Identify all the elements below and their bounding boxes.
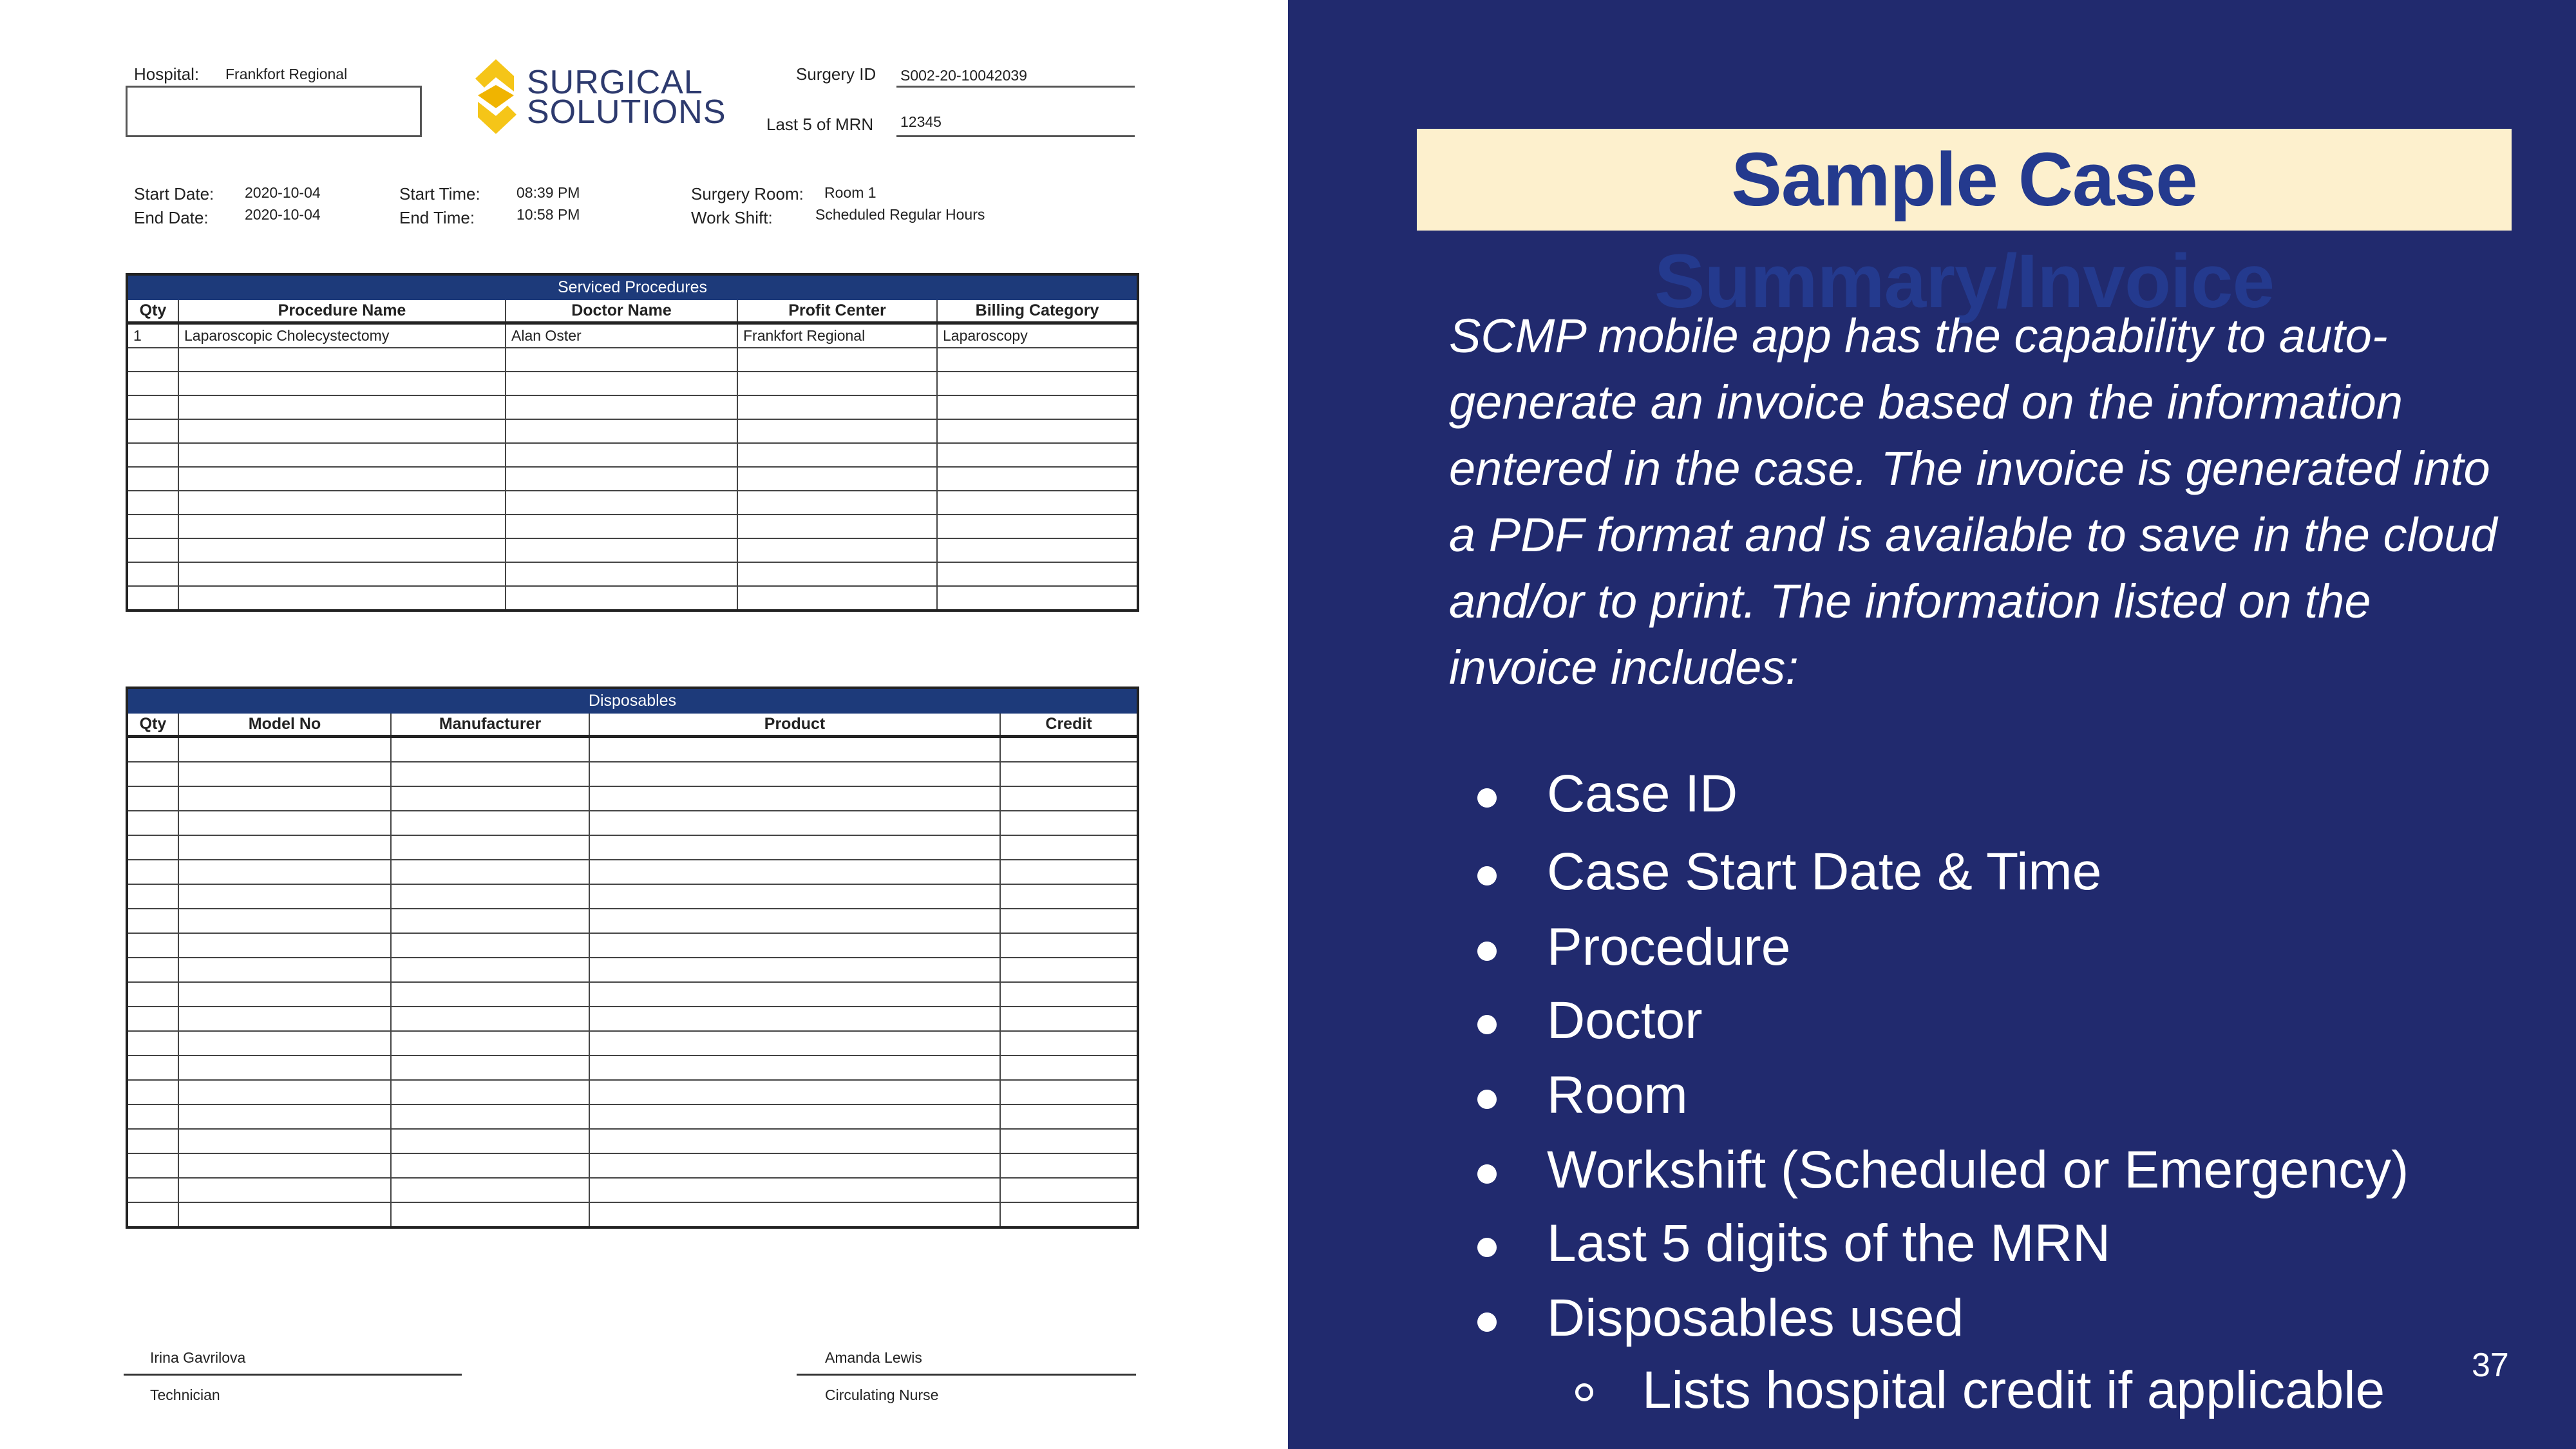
- column-header: Manufacturer: [391, 713, 589, 737]
- mrn-label: Last 5 of MRN: [766, 115, 874, 134]
- table-cell: [1000, 884, 1138, 909]
- table-cell: [589, 737, 1000, 762]
- sub-list-item: Lists hospital credit if applicable: [1642, 1361, 2385, 1419]
- table-cell: [1000, 786, 1138, 811]
- table-cell: [506, 419, 737, 443]
- table-cell: [937, 538, 1138, 562]
- table-cell: [589, 1031, 1000, 1056]
- table-cell: [178, 933, 391, 958]
- table-cell: [127, 419, 178, 443]
- table-cell: [1000, 1104, 1138, 1129]
- table-row: [127, 1202, 1138, 1227]
- table-cell: [127, 884, 178, 909]
- table-cell: [391, 1031, 589, 1056]
- bullet-dot-icon: [1477, 866, 1497, 886]
- table-cell: [391, 982, 589, 1007]
- table-cell: [1000, 909, 1138, 933]
- table-cell: [1000, 762, 1138, 786]
- table-cell: [937, 395, 1138, 419]
- table-cell: [178, 467, 506, 491]
- table-cell: [127, 372, 178, 395]
- table-cell: [127, 737, 178, 762]
- table-cell: [178, 562, 506, 586]
- bullet-dot-icon: [1477, 942, 1497, 961]
- list-item: Case Start Date & Time: [1547, 842, 2102, 901]
- table-cell: [178, 909, 391, 933]
- table-cell: [127, 1007, 178, 1031]
- bullet-dot-icon: [1477, 1238, 1497, 1257]
- table-cell: [737, 491, 937, 515]
- table-cell: [1000, 737, 1138, 762]
- table-cell: [1000, 1202, 1138, 1227]
- table-cell: [1000, 860, 1138, 884]
- disposables-caption: Disposables: [127, 688, 1138, 713]
- serviced-procedures-table: [126, 273, 1139, 612]
- table-cell: [178, 1007, 391, 1031]
- table-cell: [127, 538, 178, 562]
- table-cell: [178, 395, 506, 419]
- table-row: [127, 372, 1138, 395]
- table-cell: Frankfort Regional: [737, 323, 937, 348]
- table-cell: [589, 1153, 1000, 1178]
- table-cell: [589, 1202, 1000, 1227]
- table-cell: [127, 933, 178, 958]
- table-cell: [391, 737, 589, 762]
- work-shift-value: Scheduled Regular Hours: [815, 206, 985, 223]
- table-cell: [178, 538, 506, 562]
- table-row: [127, 1056, 1138, 1080]
- table-cell: [589, 958, 1000, 982]
- hospital-value: Frankfort Regional: [225, 66, 348, 82]
- nurse-signature-line: [797, 1374, 1136, 1376]
- table-cell: [589, 982, 1000, 1007]
- column-header: Qty: [127, 299, 178, 323]
- table-cell: [127, 1080, 178, 1104]
- end-date-label: End Date:: [134, 208, 209, 227]
- table-row: [127, 909, 1138, 933]
- table-row: [127, 467, 1138, 491]
- table-cell: [178, 1202, 391, 1227]
- table-cell: [178, 884, 391, 909]
- table-row: [127, 762, 1138, 786]
- table-row: [127, 1007, 1138, 1031]
- table-cell: [178, 372, 506, 395]
- disposables-table: [126, 687, 1139, 1229]
- technician-signature-line: [124, 1374, 462, 1376]
- table-row: [127, 737, 1138, 762]
- table-cell: [127, 909, 178, 933]
- table-row: [127, 491, 1138, 515]
- table-row: [127, 395, 1138, 419]
- table-cell: [506, 515, 737, 538]
- table-cell: [127, 467, 178, 491]
- table-cell: [1000, 835, 1138, 860]
- table-cell: [127, 1056, 178, 1080]
- list-item: Last 5 digits of the MRN: [1547, 1214, 2111, 1273]
- table-cell: [506, 348, 737, 372]
- table-cell: [178, 762, 391, 786]
- table-row: [127, 933, 1138, 958]
- table-cell: [178, 835, 391, 860]
- table-cell: [589, 786, 1000, 811]
- table-cell: [391, 1129, 589, 1153]
- table-cell: [391, 860, 589, 884]
- table-cell: [178, 1129, 391, 1153]
- table-cell: [127, 1104, 178, 1129]
- table-cell: [937, 348, 1138, 372]
- table-row: [127, 860, 1138, 884]
- table-cell: [178, 1056, 391, 1080]
- table-cell: [391, 1202, 589, 1227]
- table-cell: [589, 1007, 1000, 1031]
- start-date-value: 2020-10-04: [245, 184, 321, 201]
- surgery-id-underline: [896, 86, 1135, 88]
- table-cell: [737, 395, 937, 419]
- bullet-dot-icon: [1477, 1164, 1497, 1184]
- table-cell: [937, 467, 1138, 491]
- table-cell: [589, 884, 1000, 909]
- table-cell: [178, 737, 391, 762]
- table-cell: [178, 419, 506, 443]
- list-item: Disposables used: [1547, 1289, 1964, 1347]
- table-cell: [589, 762, 1000, 786]
- page-number: 37: [2472, 1347, 2509, 1384]
- table-cell: Laparoscopic Cholecystectomy: [178, 323, 506, 348]
- table-cell: [589, 1056, 1000, 1080]
- table-cell: [178, 491, 506, 515]
- hospital-field-box: [126, 86, 422, 137]
- table-cell: [1000, 811, 1138, 835]
- surgery-id-value: S002-20-10042039: [900, 67, 1027, 84]
- table-cell: [391, 933, 589, 958]
- table-cell: [589, 835, 1000, 860]
- table-cell: [589, 1129, 1000, 1153]
- table-cell: [127, 1202, 178, 1227]
- table-cell: [127, 1178, 178, 1202]
- table-cell: [127, 982, 178, 1007]
- list-item: Workshift (Scheduled or Emergency): [1547, 1141, 2409, 1199]
- table-cell: [178, 982, 391, 1007]
- table-cell: [589, 811, 1000, 835]
- serviced-procedures-caption: Serviced Procedures: [127, 274, 1138, 299]
- table-cell: [506, 372, 737, 395]
- mrn-value: 12345: [900, 113, 942, 130]
- table-cell: [178, 1178, 391, 1202]
- table-cell: [589, 933, 1000, 958]
- table-cell: [937, 491, 1138, 515]
- table-cell: [506, 443, 737, 467]
- table-cell: [937, 372, 1138, 395]
- table-row: [127, 1031, 1138, 1056]
- table-cell: [127, 860, 178, 884]
- table-cell: [391, 835, 589, 860]
- end-date-value: 2020-10-04: [245, 206, 321, 223]
- bullet-dot-icon: [1477, 1312, 1497, 1332]
- hospital-label: Hospital:: [134, 64, 200, 84]
- table-cell: [737, 348, 937, 372]
- table-row: [127, 1153, 1138, 1178]
- table-row: [127, 443, 1138, 467]
- table-cell: [127, 786, 178, 811]
- table-cell: [391, 884, 589, 909]
- table-cell: [1000, 1178, 1138, 1202]
- table-cell: [127, 586, 178, 611]
- nurse-name: Amanda Lewis: [825, 1349, 922, 1366]
- table-cell: [391, 909, 589, 933]
- table-cell: [391, 958, 589, 982]
- table-cell: [178, 515, 506, 538]
- table-cell: [127, 395, 178, 419]
- column-header: Qty: [127, 713, 178, 737]
- column-header: Profit Center: [737, 299, 937, 323]
- table-row: [127, 786, 1138, 811]
- table-cell: [737, 419, 937, 443]
- table-cell: [1000, 1031, 1138, 1056]
- table-cell: [178, 1104, 391, 1129]
- table-cell: [737, 562, 937, 586]
- table-cell: [589, 1080, 1000, 1104]
- table-cell: [737, 586, 937, 611]
- table-cell: [737, 443, 937, 467]
- table-cell: [178, 1031, 391, 1056]
- table-cell: [937, 515, 1138, 538]
- table-cell: [1000, 1129, 1138, 1153]
- table-cell: [391, 1056, 589, 1080]
- table-cell: [589, 1178, 1000, 1202]
- table-cell: [1000, 1153, 1138, 1178]
- table-row: [127, 835, 1138, 860]
- table-cell: [391, 1080, 589, 1104]
- table-cell: [127, 835, 178, 860]
- table-cell: [937, 443, 1138, 467]
- table-cell: Laparoscopy: [937, 323, 1138, 348]
- table-cell: [506, 467, 737, 491]
- table-cell: [391, 1153, 589, 1178]
- table-cell: [589, 1104, 1000, 1129]
- table-cell: [1000, 982, 1138, 1007]
- table-cell: [127, 491, 178, 515]
- table-cell: [1000, 958, 1138, 982]
- table-cell: [127, 1129, 178, 1153]
- column-header: Procedure Name: [178, 299, 506, 323]
- technician-name: Irina Gavrilova: [150, 1349, 246, 1366]
- start-time-label: Start Time:: [399, 184, 480, 204]
- table-cell: [127, 762, 178, 786]
- table-cell: [391, 786, 589, 811]
- table-cell: [178, 1080, 391, 1104]
- start-date-label: Start Date:: [134, 184, 214, 204]
- table-row: [127, 1104, 1138, 1129]
- list-item: Case ID: [1547, 764, 1738, 823]
- table-cell: [737, 372, 937, 395]
- logo-text-line1: SURGICAL: [527, 64, 703, 101]
- end-time-label: End Time:: [399, 208, 475, 227]
- table-row: [127, 515, 1138, 538]
- table-cell: [178, 1153, 391, 1178]
- table-cell: [506, 562, 737, 586]
- sub-bullet-circle-icon: [1575, 1383, 1593, 1401]
- table-cell: [127, 515, 178, 538]
- table-cell: [178, 860, 391, 884]
- table-cell: [937, 419, 1138, 443]
- table-cell: [127, 811, 178, 835]
- table-row: [127, 1129, 1138, 1153]
- table-cell: [127, 562, 178, 586]
- surgery-id-label: Surgery ID: [796, 64, 876, 84]
- surgery-room-label: Surgery Room:: [691, 184, 804, 204]
- table-row: [127, 884, 1138, 909]
- table-cell: [178, 443, 506, 467]
- table-cell: [127, 1153, 178, 1178]
- list-item: Doctor: [1547, 991, 1703, 1050]
- logo-text-line2: SOLUTIONS: [527, 93, 726, 131]
- table-cell: [737, 515, 937, 538]
- table-row: [127, 982, 1138, 1007]
- table-cell: [1000, 1056, 1138, 1080]
- table-cell: [506, 538, 737, 562]
- table-cell: [391, 1178, 589, 1202]
- table-row: [127, 538, 1138, 562]
- work-shift-label: Work Shift:: [691, 208, 773, 227]
- table-row: [127, 958, 1138, 982]
- column-header: Doctor Name: [506, 299, 737, 323]
- table-cell: [1000, 1080, 1138, 1104]
- table-cell: [127, 1031, 178, 1056]
- table-row: [127, 419, 1138, 443]
- end-time-value: 10:58 PM: [516, 206, 580, 223]
- column-header: Model No: [178, 713, 391, 737]
- bullet-dot-icon: [1477, 1090, 1497, 1109]
- table-cell: [589, 860, 1000, 884]
- table-cell: Alan Oster: [506, 323, 737, 348]
- surgical-solutions-logo-icon: [475, 59, 516, 134]
- slide-description: SCMP mobile app has the capability to auto-generate an invoice based on the information entered in the case. The invoice is generated into a PDF format and is available to save in the cloud and/or to print. The information listed on the invoice includes:: [1449, 309, 2497, 694]
- table-cell: [178, 811, 391, 835]
- column-header: Billing Category: [937, 299, 1138, 323]
- table-row: [127, 1080, 1138, 1104]
- table-row: [127, 562, 1138, 586]
- table-cell: [589, 909, 1000, 933]
- table-cell: [391, 762, 589, 786]
- list-item: Procedure: [1547, 918, 1791, 976]
- table-cell: [506, 395, 737, 419]
- table-row: [127, 1178, 1138, 1202]
- table-cell: [127, 443, 178, 467]
- table-cell: [127, 958, 178, 982]
- table-cell: [178, 586, 506, 611]
- bullet-dot-icon: [1477, 788, 1497, 808]
- table-cell: [937, 562, 1138, 586]
- table-cell: [178, 786, 391, 811]
- table-cell: [506, 491, 737, 515]
- table-cell: [737, 538, 937, 562]
- table-row: [127, 586, 1138, 611]
- nurse-role: Circulating Nurse: [825, 1387, 939, 1403]
- table-row: [127, 348, 1138, 372]
- technician-role: Technician: [150, 1387, 220, 1403]
- table-cell: [391, 811, 589, 835]
- column-header: Credit: [1000, 713, 1138, 737]
- table-cell: [1000, 1007, 1138, 1031]
- table-cell: [1000, 933, 1138, 958]
- table-cell: [178, 348, 506, 372]
- table-cell: [391, 1007, 589, 1031]
- table-row: [127, 323, 1138, 348]
- table-cell: [391, 1104, 589, 1129]
- mrn-underline: [896, 135, 1135, 137]
- table-cell: [506, 586, 737, 611]
- column-header: Product: [589, 713, 1000, 737]
- table-cell: 1: [127, 323, 178, 348]
- list-item: Room: [1547, 1066, 1688, 1124]
- table-cell: [937, 586, 1138, 611]
- bullet-dot-icon: [1477, 1015, 1497, 1034]
- slide-title: Sample Case Summary/Invoice: [1654, 137, 2275, 324]
- table-cell: [127, 348, 178, 372]
- table-cell: [737, 467, 937, 491]
- table-cell: [178, 958, 391, 982]
- surgery-room-value: Room 1: [824, 184, 876, 201]
- table-row: [127, 811, 1138, 835]
- start-time-value: 08:39 PM: [516, 184, 580, 201]
